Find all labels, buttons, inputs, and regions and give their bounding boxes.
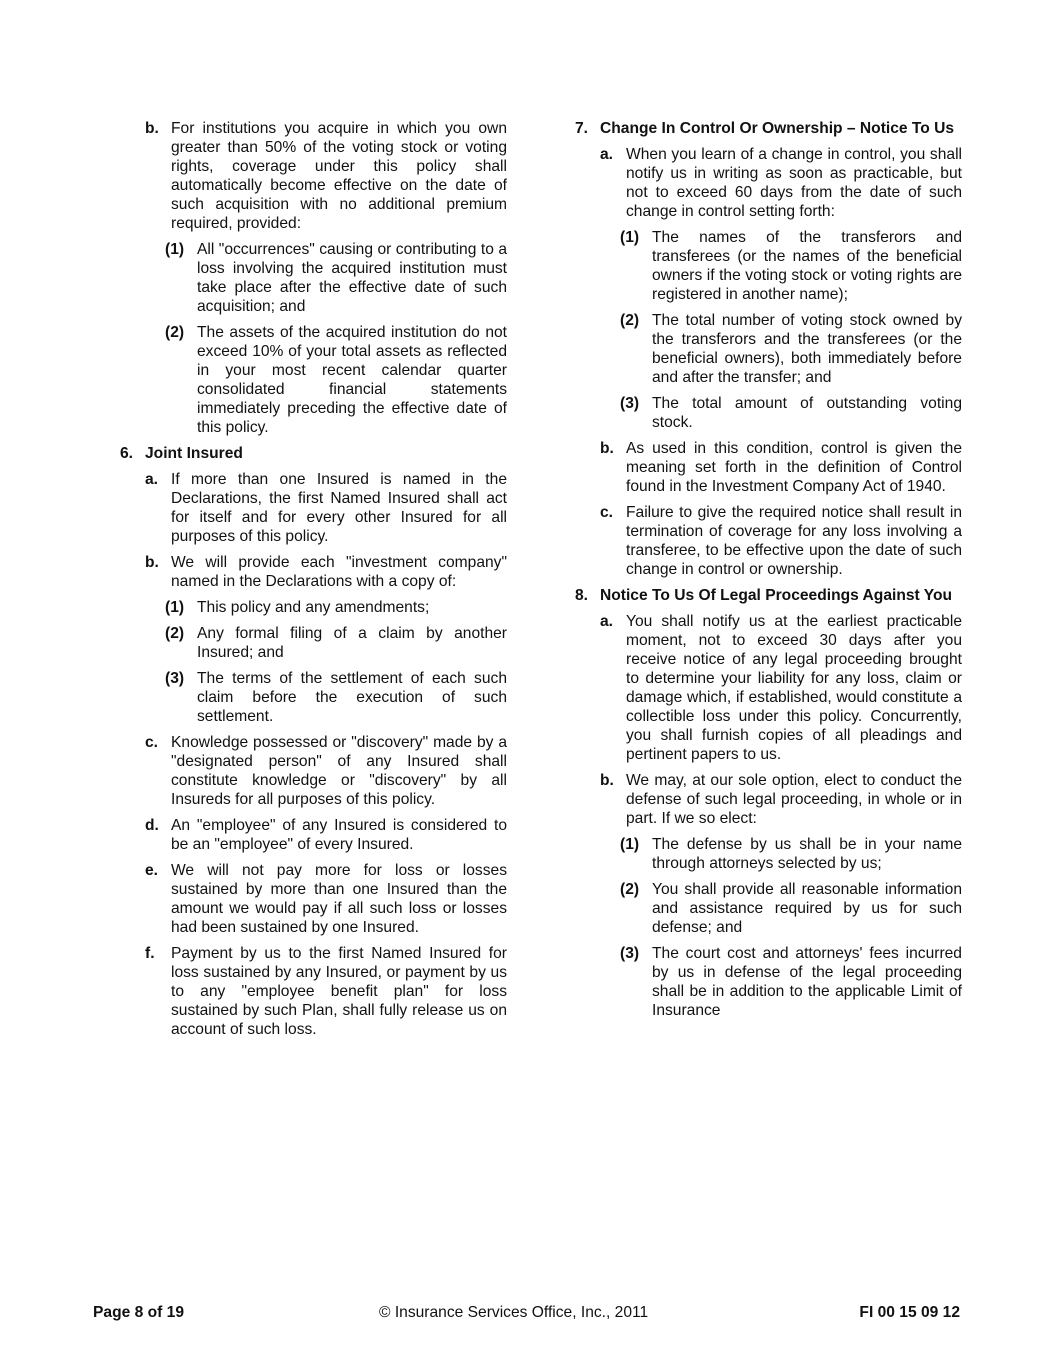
item-text: As used in this condition, control is given the meaning set forth in the definition of Control found in the Investment Company Act of 1940. (626, 440, 962, 495)
item-label: 6. (120, 445, 134, 462)
item-label: 7. (575, 120, 589, 137)
item-label: b. (145, 120, 159, 137)
item-label: (2) (165, 625, 185, 642)
form-number: FI 00 15 09 12 (859, 1304, 960, 1321)
item-text: The defense by us shall be in your name through attorneys selected by us; (652, 836, 962, 872)
item-text: The total number of voting stock owned by the transferors and the transferees (or the beneficial owners), both immediately before and after the transfer; and (652, 312, 962, 386)
list-item (575, 439, 962, 496)
item-text: If more than one Insured is named in the Declarations, the first Named Insured shall act for itself and for every other Insured for all purposes of this policy. (171, 471, 507, 545)
item-text: The court cost and attorneys' fees incurred by us in defense of the legal proceeding shall be in addition to the applicable Limit of Insurance (652, 945, 962, 1019)
list-item (575, 612, 962, 764)
section-heading (575, 586, 962, 605)
item-text: When you learn of a change in control, you shall notify us in writing as soon as practicable, but not to exceed 60 days from the date of such change in control setting forth: (626, 146, 962, 220)
item-label: e. (145, 862, 159, 879)
item-label: (2) (620, 312, 640, 329)
list-item (575, 771, 962, 828)
right-column (575, 119, 962, 1027)
item-label: (1) (620, 229, 640, 246)
item-text: The terms of the settlement of each such claim before the execution of such settlement. (197, 670, 507, 725)
item-text: The assets of the acquired institution do not exceed 10% of your total assets as reflected in your most recent calendar quarter consolidated financial statements immediately preceding the effective date of this policy. (197, 324, 507, 436)
section-heading (575, 119, 962, 138)
list-item (120, 624, 507, 662)
list-item (120, 119, 507, 233)
list-item (575, 394, 962, 432)
item-label: a. (600, 146, 614, 163)
item-label: 8. (575, 587, 589, 604)
item-text: An "employee" of any Insured is considered to be an "employee" of every Insured. (171, 817, 507, 853)
item-text: The names of the transferors and transferees (or the names of the beneficial owners if the voting stock or voting rights are registered in another name); (652, 229, 962, 303)
item-text: We will provide each "investment company" named in the Declarations with a copy of: (171, 554, 507, 590)
item-text: Payment by us to the first Named Insured for loss sustained by any Insured, or payment by us to any "employee benefit plan" for loss sustained by such Plan, shall fully release us on account of such loss. (171, 945, 507, 1038)
list-item (120, 598, 507, 617)
item-text: You shall provide all reasonable information and assistance required by us for such defense; and (652, 881, 962, 936)
item-label: b. (600, 440, 614, 457)
item-label: (1) (165, 599, 185, 616)
list-item (575, 503, 962, 579)
item-label: (3) (165, 670, 185, 687)
item-label: (1) (165, 241, 185, 258)
page-footer (93, 1304, 960, 1324)
list-item (120, 553, 507, 591)
list-item (120, 669, 507, 726)
section-heading (120, 444, 507, 463)
list-item (575, 880, 962, 937)
section-title: Change In Control Or Ownership – Notice To Us (600, 120, 955, 137)
page-number: Page 8 of 19 (93, 1304, 185, 1321)
copyright-notice: © Insurance Services Office, Inc., 2011 (379, 1304, 649, 1321)
list-item (575, 944, 962, 1020)
item-text: Any formal filing of a claim by another Insured; and (197, 625, 507, 661)
item-label: (1) (620, 836, 640, 853)
item-text: This policy and any amendments; (197, 599, 430, 616)
item-text: Knowledge possessed or "discovery" made by a "designated person" of any Insured shall constitute knowledge or "discovery" by all Insureds for all purposes of this policy. (171, 734, 507, 808)
item-text: The total amount of outstanding voting stock. (652, 395, 962, 431)
item-label: c. (145, 734, 159, 751)
list-item (120, 470, 507, 546)
list-item (120, 944, 507, 1039)
item-text: Failure to give the required notice shall result in termination of coverage for any loss involving a transferee, to be effective upon the date of such change in control or ownership. (626, 504, 962, 578)
item-text: You shall notify us at the earliest practicable moment, not to exceed 30 days after you receive notice of any legal proceeding brought to determine your liability for any loss, claim or damage which, if established, would constitute a collectible loss under this policy. Concurrently, you shall furnish copies of all pleadings and pertinent papers to us. (626, 613, 962, 763)
item-text: All "occurrences" causing or contributing to a loss involving the acquired institution must take place after the effective date of such acquisition; and (197, 241, 507, 315)
item-label: d. (145, 817, 159, 834)
list-item (120, 323, 507, 437)
list-item (120, 816, 507, 854)
list-item (120, 240, 507, 316)
list-item (120, 733, 507, 809)
item-label: a. (600, 613, 614, 630)
left-column (120, 119, 507, 1046)
item-label: (3) (620, 945, 640, 962)
list-item (120, 861, 507, 937)
item-label: (2) (165, 324, 185, 341)
item-label: f. (145, 945, 155, 962)
list-item (575, 228, 962, 304)
list-item (575, 311, 962, 387)
item-label: (3) (620, 395, 640, 412)
item-text: We will not pay more for loss or losses sustained by more than one Insured than the amount we would pay if all such loss or losses had been sustained by one Insured. (171, 862, 507, 936)
item-text: We may, at our sole option, elect to conduct the defense of such legal proceeding, in whole or in part. If we so elect: (626, 772, 962, 827)
item-label: a. (145, 471, 159, 488)
section-title: Notice To Us Of Legal Proceedings Against You (600, 587, 953, 604)
item-label: c. (600, 504, 614, 521)
item-label: b. (600, 772, 614, 789)
item-label: b. (145, 554, 159, 571)
item-label: (2) (620, 881, 640, 898)
list-item (575, 835, 962, 873)
list-item (575, 145, 962, 221)
section-title: Joint Insured (145, 445, 243, 462)
item-text: For institutions you acquire in which you own greater than 50% of the voting stock or voting rights, coverage under this policy shall automatically become effective on the date of such acquisition with no additional premium required, provided: (171, 120, 507, 232)
